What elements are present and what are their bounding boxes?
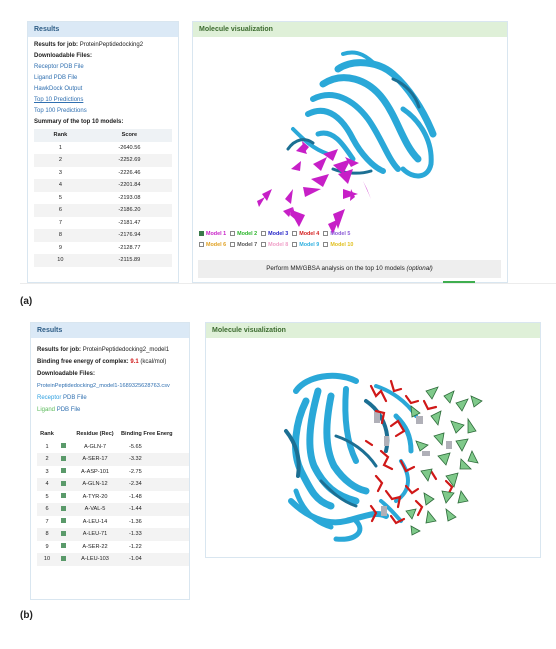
mmgbsa-optional: (optional): [406, 265, 433, 272]
peptide-fragments-b: [406, 387, 482, 535]
checkbox-icon: [323, 242, 328, 247]
residue-toggle[interactable]: [57, 466, 69, 479]
residue-toggle[interactable]: [57, 491, 69, 504]
figure-label-b: (b): [20, 610, 33, 621]
checkbox-icon: [61, 456, 66, 461]
energy-cell: -3.32: [121, 453, 189, 466]
table-row: [37, 453, 189, 466]
table-row: [37, 478, 189, 491]
residue-toggle[interactable]: [57, 516, 69, 529]
residue-cell: A-GLN-7: [83, 443, 107, 450]
score-cell: -2201.84: [87, 179, 172, 192]
ligand-pdb-link-b[interactable]: Ligand PDB File: [37, 407, 81, 413]
table-row: [34, 179, 172, 192]
receptor-pdb-link-b[interactable]: Receptor PDB File: [37, 395, 87, 401]
ligand-pdb-link-a[interactable]: Ligand PDB File: [34, 75, 78, 81]
score-cell: -2181.47: [118, 219, 141, 226]
energy-cell: -1.04: [121, 553, 189, 566]
residue-toggle[interactable]: [57, 503, 69, 516]
downloadable-label-b: Downloadable Files:: [37, 371, 96, 377]
table-row: [34, 167, 172, 180]
results-panel-b: [30, 322, 190, 600]
residue-toggle[interactable]: [57, 528, 69, 541]
checkbox-icon: [61, 518, 66, 523]
score-cell: -2193.08: [118, 194, 141, 201]
rank-cell: 7: [45, 518, 49, 525]
energy-cell: -1.44: [121, 503, 189, 516]
checkbox-icon: [230, 231, 235, 236]
model-label: Model 9: [299, 242, 320, 248]
rank-cell: 8: [34, 229, 87, 242]
mmgbsa-bar: [198, 260, 501, 278]
table-row: [34, 229, 172, 242]
col-energy: Binding Free Energ: [121, 431, 173, 438]
model-label: Model 10: [330, 242, 354, 248]
table-row: [34, 204, 172, 217]
residue-cell: A-LEU-103: [69, 553, 121, 566]
table-row: [34, 142, 172, 155]
energy-cell: -2.34: [121, 478, 189, 491]
viz-panel-a: [192, 21, 508, 283]
residue-cell: A-LEU-14: [82, 518, 108, 525]
model-checkbox-row1: [199, 231, 354, 237]
residue-toggle[interactable]: [57, 478, 69, 491]
rank-cell: 9: [45, 543, 49, 550]
table-row: [37, 466, 189, 479]
model-label: Model 3: [268, 231, 289, 237]
model-label: Model 5: [330, 231, 351, 237]
score-cell: -2252.69: [87, 154, 172, 167]
model-label: Model 8: [268, 242, 289, 248]
rank-cell: 9: [58, 244, 62, 251]
rank-cell: 7: [58, 219, 62, 226]
table-row: [34, 254, 172, 267]
model-toggle[interactable]: [199, 231, 226, 237]
energy-line: Binding free energy of complex: 9.1 (kcal/mol): [37, 359, 167, 365]
model-toggle[interactable]: [261, 231, 288, 237]
molecule-view-b[interactable]: [206, 341, 540, 556]
rank-cell: 3: [45, 468, 49, 475]
model-toggle[interactable]: [261, 242, 288, 248]
energy-value: 9.1: [130, 359, 139, 365]
checkbox-icon: [61, 531, 66, 536]
table-row: [37, 503, 189, 516]
energy-cell: -2.75: [129, 468, 142, 475]
model-toggle[interactable]: [230, 242, 257, 248]
table-row: [34, 242, 172, 255]
results-panel-a: [27, 21, 179, 283]
checkbox-icon: [61, 506, 66, 511]
checkbox-icon: [61, 443, 66, 448]
energy-cell: -1.36: [129, 518, 142, 525]
checkbox-icon: [292, 242, 297, 247]
residue-toggle[interactable]: [57, 541, 69, 554]
checkbox-icon: [61, 493, 66, 498]
rank-cell: 5: [58, 194, 62, 201]
table-row: [37, 528, 189, 541]
residue-cell: A-GLN-12: [69, 478, 121, 491]
rank-cell: 1: [45, 443, 49, 450]
score-cell: -2128.77: [118, 244, 141, 251]
model-toggle[interactable]: [323, 231, 350, 237]
col-rank: Rank: [53, 132, 68, 139]
residue-cell: A-TYR-20: [82, 493, 108, 500]
rank-cell: 3: [58, 169, 62, 176]
rank-cell: 5: [45, 493, 49, 500]
score-cell: -2115.89: [87, 254, 172, 267]
results-header-b: Results: [31, 323, 189, 338]
model-label: Model 4: [299, 231, 320, 237]
score-cell: -2176.94: [87, 229, 172, 242]
molecule-view-a[interactable]: [193, 39, 507, 234]
model-toggle[interactable]: [292, 231, 319, 237]
score-cell: -2226.46: [118, 169, 141, 176]
model-toggle[interactable]: [292, 242, 319, 248]
col-residue: Residue (Rec): [76, 431, 114, 438]
score-cell: -2640.56: [118, 144, 141, 151]
checkbox-icon: [323, 231, 328, 236]
model-label: Model 6: [206, 242, 227, 248]
table-row: [37, 516, 189, 529]
job-line-a: Results for job: ProteinPeptidedocking2: [34, 42, 144, 48]
table-row: [37, 553, 189, 566]
model-label: Model 7: [237, 242, 258, 248]
model-toggle[interactable]: [323, 242, 353, 248]
rank-cell: 6: [37, 503, 57, 516]
viz-header-b: Molecule visualization: [206, 323, 540, 338]
table-row: [37, 541, 189, 554]
top10-predictions-link[interactable]: Top 10 Predictions: [34, 97, 84, 103]
hawkdock-output-link[interactable]: HawkDock Output: [34, 86, 83, 92]
model-toggle[interactable]: [230, 231, 257, 237]
protein-ribbon-a: [288, 52, 433, 176]
residue-toggle[interactable]: [57, 453, 69, 466]
downloadable-label-a: Downloadable Files:: [34, 53, 93, 59]
checkbox-icon: [261, 242, 266, 247]
checkbox-icon: [199, 231, 204, 236]
residue-cell: A-SER-17: [69, 453, 121, 466]
model-label: Model 1: [206, 231, 227, 237]
residue-toggle[interactable]: [57, 441, 69, 454]
viz-header-a: Molecule visualization: [193, 22, 507, 37]
results-header-a: Results: [28, 22, 178, 37]
protein-ribbon-b: [286, 376, 416, 539]
score-cell: -2186.20: [87, 204, 172, 217]
divider: [20, 283, 556, 284]
checkbox-icon: [61, 481, 66, 486]
residue-toggle[interactable]: [57, 553, 69, 566]
mmgbsa-text: Perform MM/GBSA analysis on the top 10 models: [266, 265, 405, 272]
rank-cell: 6: [34, 204, 87, 217]
table-row: [37, 441, 189, 454]
rank-cell: 4: [34, 179, 87, 192]
residue-table: [37, 428, 189, 566]
checkbox-icon: [61, 556, 66, 561]
top100-predictions-link[interactable]: Top 100 Predictions: [34, 108, 87, 114]
figure-label-a: (a): [20, 296, 33, 307]
viz-panel-b: [205, 322, 541, 558]
energy-cell: -5.65: [129, 443, 142, 450]
model-label: Model 2: [237, 231, 258, 237]
checkbox-icon: [61, 468, 66, 473]
table-row: [34, 217, 172, 230]
checkbox-icon: [261, 231, 266, 236]
checkbox-icon: [292, 231, 297, 236]
table-row: [34, 154, 172, 167]
col-rank-b: Rank: [40, 431, 54, 438]
summary-label: Summary of the top 10 models:: [34, 119, 124, 125]
checkbox-icon: [61, 543, 66, 548]
model1-peptide-fragments: [257, 141, 371, 234]
residue-cell: A-VAL-5: [69, 503, 121, 516]
job-line-b: Results for job: ProteinPeptidedocking2_model1: [37, 347, 170, 353]
receptor-pdb-link-a[interactable]: Receptor PDB File: [34, 64, 84, 70]
col-score: Score: [121, 132, 138, 139]
rank-cell: 2: [37, 453, 57, 466]
csv-link[interactable]: ProteinPeptidedocking2_model1-1689325628763.csv: [37, 383, 170, 389]
rank-cell: 4: [37, 478, 57, 491]
energy-cell: -1.48: [129, 493, 142, 500]
model-toggle[interactable]: [199, 242, 226, 248]
rank-cell: 10: [37, 553, 57, 566]
rank-cell: 10: [34, 254, 87, 267]
checkbox-icon: [199, 242, 204, 247]
rank-cell: 1: [58, 144, 62, 151]
residue-cell: A-ASP-101: [81, 468, 109, 475]
energy-cell: -1.33: [121, 528, 189, 541]
rank-cell: 2: [34, 154, 87, 167]
residue-cell: A-SER-22: [82, 543, 108, 550]
rank-cell: 8: [37, 528, 57, 541]
table-row: [34, 192, 172, 205]
score-table: [34, 129, 172, 267]
energy-cell: -1.22: [129, 543, 142, 550]
model-checkbox-row2: [199, 242, 357, 248]
table-row: [37, 491, 189, 504]
residue-cell: A-LEU-71: [69, 528, 121, 541]
checkbox-icon: [230, 242, 235, 247]
